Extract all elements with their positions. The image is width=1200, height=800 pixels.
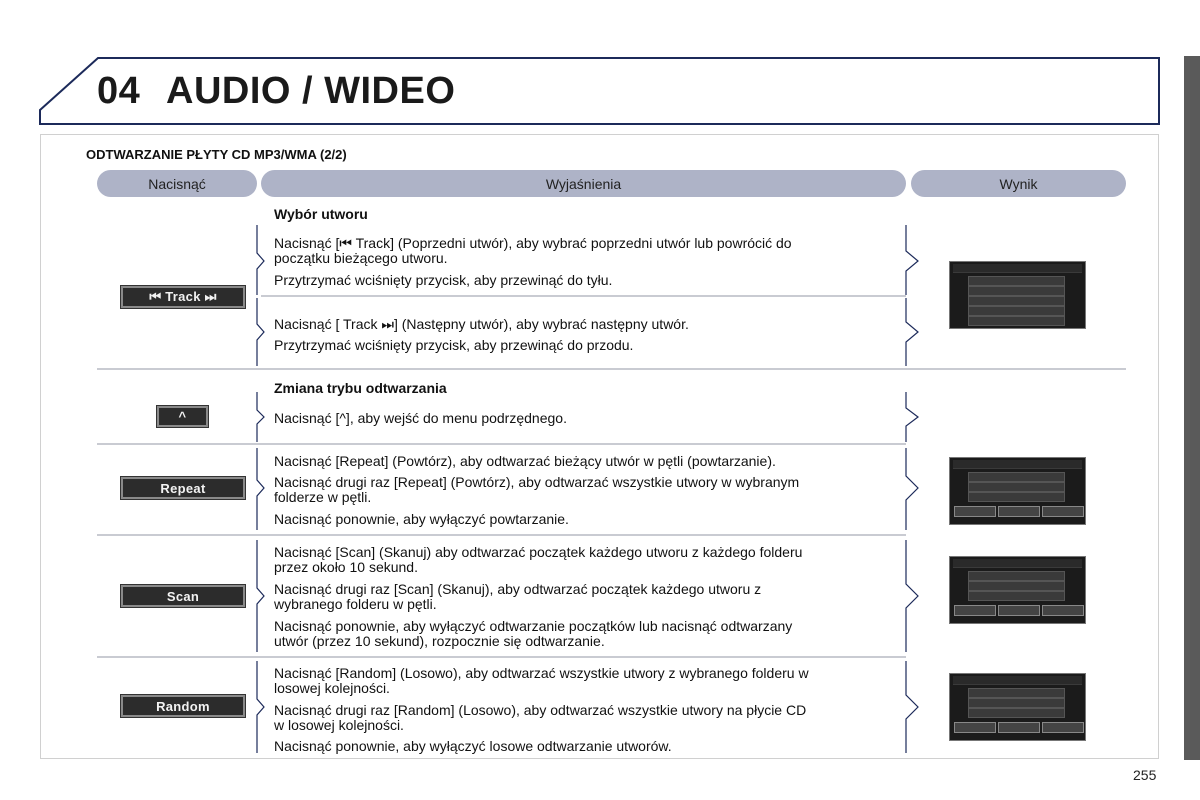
scan-line2b: wybranego folderu w pętli. xyxy=(274,596,437,612)
result-screen-thumbnail xyxy=(949,556,1086,624)
mode-heading: Zmiana trybu odtwarzania xyxy=(274,380,447,396)
bracket-right xyxy=(904,392,920,442)
scan-line3b: utwór (przez 10 sekund), rozpocznie się odtwarzanie. xyxy=(274,633,605,649)
track-prev-line1: Nacisnąć [⏮ Track] (Poprzedni utwór), aby wybrać poprzedni utwór lub powrócić do xyxy=(274,235,792,251)
repeat-line2b: folderze w pętli. xyxy=(274,489,372,505)
side-tab xyxy=(1184,56,1200,760)
repeat-line3: Nacisnąć ponownie, aby wyłączyć powtarzanie. xyxy=(274,511,569,527)
repeat-line1: Nacisnąć [Repeat] (Powtórz), aby odtwarzać bieżący utwór w pętli (powtarzanie). xyxy=(274,453,776,469)
chapter-title: AUDIO / WIDEO xyxy=(166,70,456,112)
divider xyxy=(97,368,1126,370)
result-screen-thumbnail xyxy=(949,673,1086,741)
bracket-left xyxy=(256,225,266,295)
random-line1b: losowej kolejności. xyxy=(274,680,390,696)
repeat-button[interactable]: Repeat xyxy=(121,477,245,499)
scan-line1a: Nacisnąć [Scan] (Skanuj) aby odtwarzać początek każdego utworu z każdego folderu xyxy=(274,544,803,560)
random-line3: Nacisnąć ponownie, aby wyłączyć losowe odtwarzanie utworów. xyxy=(274,738,672,754)
bracket-left xyxy=(256,392,266,442)
scan-line1b: przez około 10 sekund. xyxy=(274,559,418,575)
bracket-left xyxy=(256,298,266,366)
random-line2b: w losowej kolejności. xyxy=(274,717,404,733)
scan-line2a: Nacisnąć drugi raz [Scan] (Skanuj), aby odtwarzać początek każdego utworu z xyxy=(274,581,762,597)
bracket-left xyxy=(256,448,266,530)
column-header-press: Nacisnąć xyxy=(97,170,257,197)
up-button[interactable]: ^ xyxy=(157,406,208,427)
track-prev-line2: początku bieżącego utworu. xyxy=(274,250,448,266)
random-button[interactable]: Random xyxy=(121,695,245,717)
column-header-explanation: Wyjaśnienia xyxy=(261,170,906,197)
page-number: 255 xyxy=(1133,767,1157,783)
result-screen-thumbnail xyxy=(949,261,1086,329)
bracket-right xyxy=(904,225,920,295)
track-prev-hold: Przytrzymać wciśnięty przycisk, aby przewinąć do tyłu. xyxy=(274,272,613,288)
bracket-right xyxy=(904,298,920,366)
divider xyxy=(97,656,906,658)
chapter-number: 04 xyxy=(97,70,141,112)
bracket-left xyxy=(256,661,266,753)
bracket-left xyxy=(256,540,266,652)
column-header-result: Wynik xyxy=(911,170,1126,197)
result-screen-thumbnail xyxy=(949,457,1086,525)
repeat-line2a: Nacisnąć drugi raz [Repeat] (Powtórz), aby odtwarzać wszystkie utwory w wybranym xyxy=(274,474,800,490)
scan-line3a: Nacisnąć ponownie, aby wyłączyć odtwarzanie początków lub nacisnąć odtwarzany xyxy=(274,618,793,634)
track-button[interactable]: ⏮ Track ⏭ xyxy=(121,286,245,308)
track-heading: Wybór utworu xyxy=(274,206,368,222)
divider xyxy=(261,295,906,297)
track-next-hold: Przytrzymać wciśnięty przycisk, aby przewinąć do przodu. xyxy=(274,337,634,353)
random-line1a: Nacisnąć [Random] (Losowo), aby odtwarzać wszystkie utwory z wybranego folderu w xyxy=(274,665,809,681)
scan-button[interactable]: Scan xyxy=(121,585,245,607)
bracket-right xyxy=(904,448,920,530)
section-title: ODTWARZANIE PŁYTY CD MP3/WMA (2/2) xyxy=(86,147,347,162)
divider xyxy=(97,534,906,536)
bracket-right xyxy=(904,540,920,652)
mode-up-text: Nacisnąć [^], aby wejść do menu podrzędnego. xyxy=(274,410,567,426)
bracket-right xyxy=(904,661,920,753)
track-next-line1: Nacisnąć [ Track ⏭] (Następny utwór), aby wybrać następny utwór. xyxy=(274,316,689,332)
random-line2a: Nacisnąć drugi raz [Random] (Losowo), aby odtwarzać wszystkie utwory na płycie CD xyxy=(274,702,807,718)
divider xyxy=(97,443,906,445)
